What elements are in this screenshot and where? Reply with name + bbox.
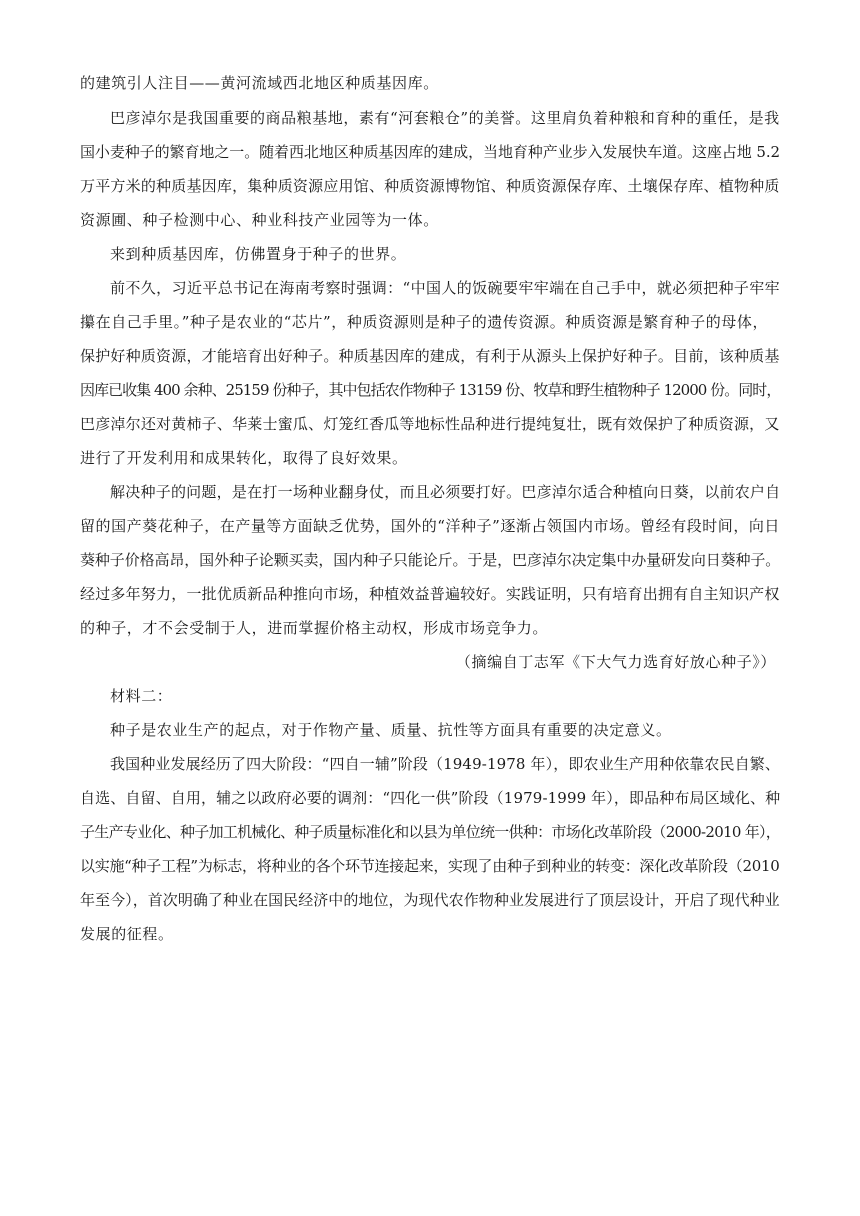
source-citation: （摘编自丁志军《下大气力选育好放心种子》） bbox=[455, 653, 776, 671]
text-line: 解决种子的问题，是在打一场种业翻身仗，而且必须要打好。巴彦淖尔适合种植向日葵，以前农户自 bbox=[110, 483, 781, 501]
text-line: 前不久，习近平总书记在海南考察时强调：“中国人的饭碗要牢牢端在自己手中，就必须把种子牢牢 bbox=[110, 279, 781, 297]
text-line: 来到种质基因库，仿佛置身于种子的世界。 bbox=[110, 245, 407, 263]
text-line: 国小麦种子的繁育地之一。随着西北地区种质基因库的建成，当地育种产业步入发展快车道。这座占地 5.2 bbox=[80, 143, 781, 161]
text-line: 巴彦淖尔还对黄柿子、华莱士蜜瓜、灯笼红香瓜等地标性品种进行提纯复壮，既有效保护了种质资源，又 bbox=[80, 415, 780, 433]
text-line: 进行了开发利用和成果转化，取得了良好效果。 bbox=[80, 449, 408, 467]
text-line: 攥在自己手里。”种子是农业的“芯片”，种质资源则是种子的遗传资源。种质资源是繁育种子的母体， bbox=[80, 313, 769, 331]
text-line: 葵种子价格高昂，国外种子论颗买卖，国内种子只能论斤。于是，巴彦淖尔决定集中办量研发向日葵种子。 bbox=[80, 551, 781, 569]
text-line: 因库已收集 400 余种、25159 份种子，其中包括农作物种子 13159 份、牧草和野生植物种子 12000 份。同时， bbox=[80, 381, 781, 399]
text-line: 种子是农业生产的起点，对于作物产量、质量、抗性等方面具有重要的决定意义。 bbox=[110, 721, 672, 739]
text-line: 保护好种质资源，才能培育出好种子。种质基因库的建成，有利于从源头上保护好种子。目前，该种质基 bbox=[80, 347, 780, 365]
text-line: 年至今），首次明确了种业在国民经济中的地位，为现代农作物种业发展进行了顶层设计，开启了现代种业 bbox=[80, 891, 780, 909]
text-line: 发展的征程。 bbox=[80, 925, 174, 943]
text-line: 以实施“种子工程”为标志，将种业的各个环节连接起来，实现了由种子到种业的转变：深化改革阶段（2010 bbox=[80, 857, 780, 875]
text-line: 的建筑引人注目——黄河流域西北地区种质基因库。 bbox=[80, 74, 439, 92]
text-line: 资源圃、种子检测中心、种业科技产业园等为一体。 bbox=[80, 211, 439, 229]
text-line: 子生产专业化、种子加工机械化、种子质量标准化和以县为单位统一供种：市场化改革阶段（2000-2010 年）， bbox=[80, 823, 781, 841]
text-line: 经过多年努力，一批优质新品种推向市场，种植效益普遍较好。实践证明，只有培育出拥有自主知识产权 bbox=[80, 585, 780, 603]
text-line: 留的国产葵花种子，在产量等方面缺乏优势，国外的“洋种子”逐渐占领国内市场。曾经有段时间，向日 bbox=[80, 517, 780, 535]
text-line: 巴彦淖尔是我国重要的商品粮基地，素有“河套粮仓”的美誉。这里肩负着种粮和育种的重任，是我 bbox=[110, 109, 780, 127]
text-line: 我国种业发展经历了四大阶段：“四自一辅”阶段（1949-1978 年），即农业生产用种依靠农民自繁、 bbox=[110, 755, 781, 773]
text-line: 自选、自留、自用，辅之以政府必要的调剂：“四化一供”阶段（1979-1999 年），即品种布局区域化、种 bbox=[80, 789, 781, 807]
text-line: 万平方米的种质基因库，集种质资源应用馆、种质资源博物馆、种质资源保存库、土壤保存库、植物种质 bbox=[80, 177, 780, 195]
section-heading: 材料二： bbox=[110, 687, 173, 705]
text-line: 的种子，才不会受制于人，进而掌握价格主动权，形成市场竞争力。 bbox=[80, 619, 549, 637]
